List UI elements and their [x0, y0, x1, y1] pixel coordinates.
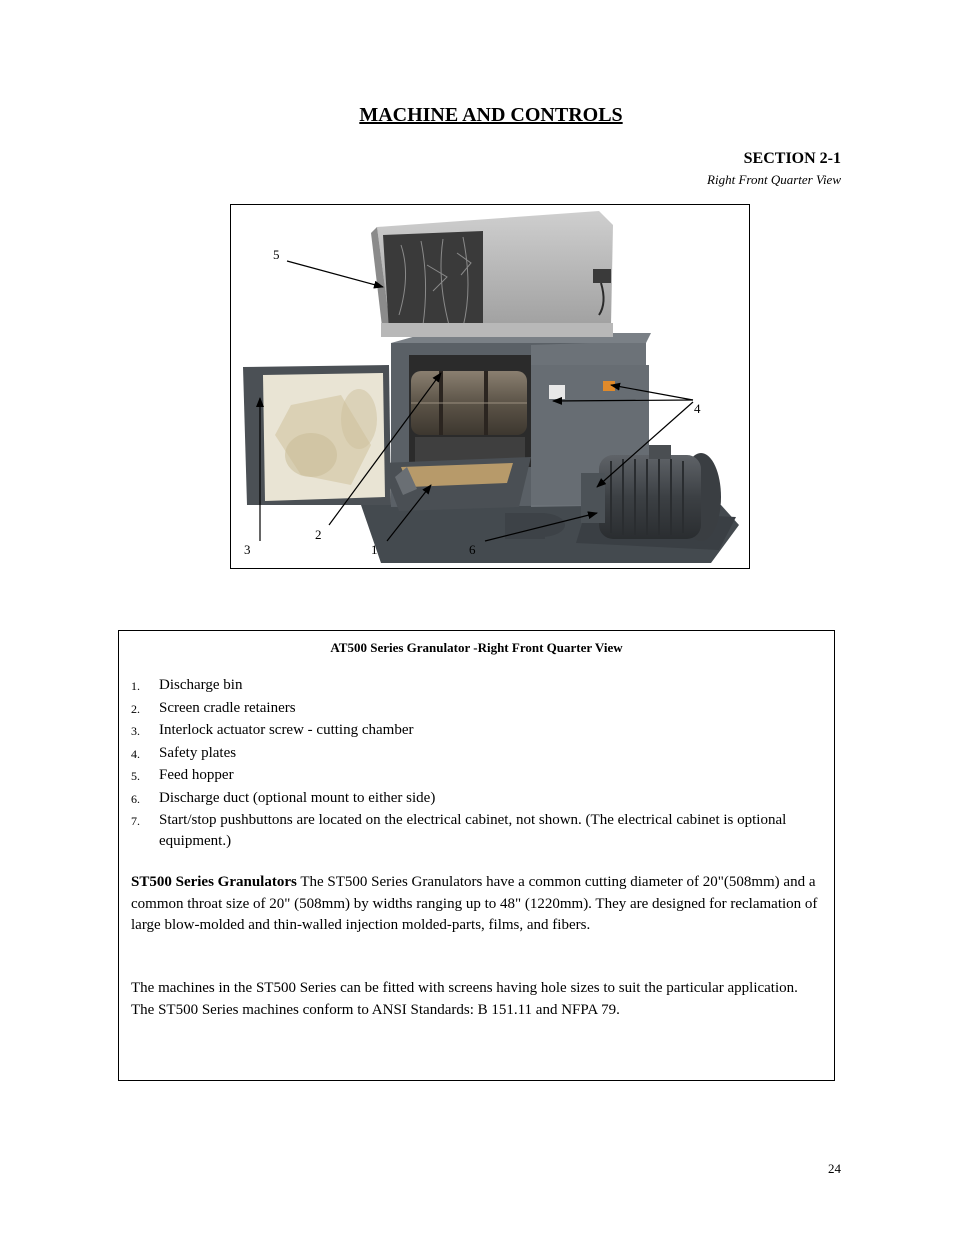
- list-item: [131, 720, 821, 741]
- item-number: 3.: [131, 724, 140, 738]
- item-text: Start/stop pushbuttons are located on the electrical cabinet, not shown. (The electrical cabinet is optional equipment.): [159, 812, 787, 849]
- item-text: Discharge duct (optional mount to either side): [159, 789, 436, 806]
- callout-label-3: 3: [244, 542, 251, 557]
- item-text: Safety plates: [159, 744, 237, 761]
- item-text: Interlock actuator screw - cutting chamber: [159, 722, 414, 738]
- item-number: 6.: [131, 791, 140, 806]
- warning-label: [549, 385, 565, 399]
- callout-label-4: 4: [694, 401, 701, 416]
- item-text: Feed hopper: [159, 767, 234, 783]
- series-name: ST500 Series Granulators: [131, 874, 297, 890]
- item-text: Discharge bin: [159, 677, 243, 693]
- series-description-text: The ST500 Series Granulators have a common cutting diameter of 20"(508mm) and a common throat size of 20" (508mm) by widths ranging up to 48" (1220mm). They are designed for reclamation of large blow-molded and thin-walled injection molded-parts, films, and fibers.: [131, 874, 818, 933]
- item-number: 5.: [131, 769, 140, 783]
- section-number: SECTION 2-1: [743, 150, 841, 167]
- motor-body: [599, 455, 701, 539]
- granulator-illustration: [231, 205, 749, 568]
- item-number: 7.: [131, 814, 140, 828]
- list-item: [131, 788, 821, 809]
- callout-label-2: 2: [315, 527, 322, 542]
- list-item: [131, 675, 821, 696]
- item-number: 4.: [131, 746, 140, 761]
- item-text: Screen cradle retainers: [159, 699, 296, 716]
- legend-list: [131, 675, 821, 854]
- legend-box: [118, 630, 835, 1081]
- list-item: [131, 765, 821, 786]
- series-description: [131, 872, 823, 937]
- page-number: 24: [828, 1161, 841, 1176]
- list-item: [131, 810, 821, 852]
- list-item: [131, 698, 821, 719]
- screens-standards-text: The machines in the ST500 Series can be fitted with screens having hole sizes to suit the particular application. The ST500 Series machines conform to ANSI Standards: B 151.11 and NFPA 79.: [131, 980, 798, 1018]
- machine-figure: [230, 204, 750, 569]
- callout-label-6: 6: [469, 542, 476, 557]
- list-item: [131, 743, 821, 764]
- callout-label-1: 1: [371, 542, 378, 557]
- item-number: 2.: [131, 701, 140, 716]
- hopper-switch: [593, 269, 611, 283]
- callout-arrow-5: [287, 261, 383, 287]
- callout-label-5: 5: [273, 247, 280, 262]
- legend-title: AT500 Series Granulator -Right Front Quarter View: [330, 640, 623, 655]
- item-number: 1.: [131, 679, 140, 693]
- page-title: MACHINE AND CONTROLS: [359, 104, 623, 126]
- section-view-caption: Right Front Quarter View: [707, 172, 841, 187]
